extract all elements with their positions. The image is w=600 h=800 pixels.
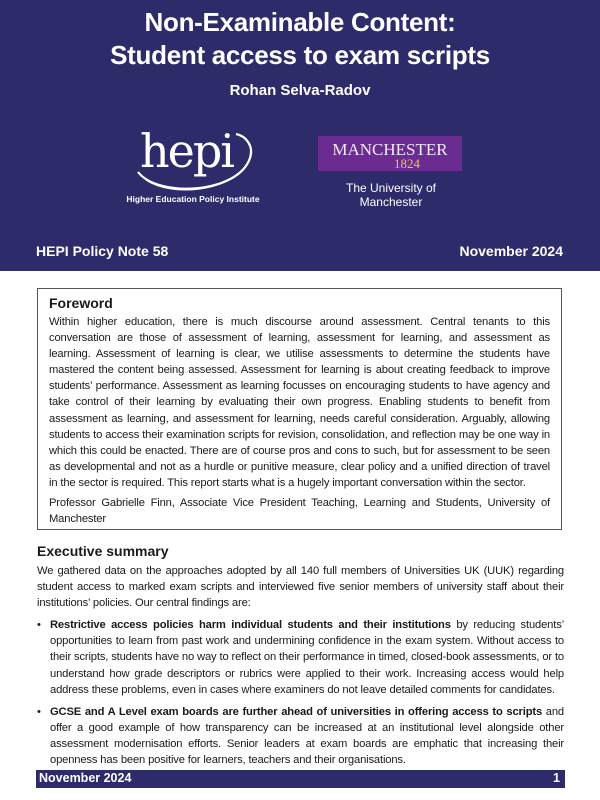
hepi-wordmark: hepi: [140, 124, 234, 178]
finding-item: [37, 617, 564, 697]
manchester-logo: [316, 136, 466, 209]
executive-summary-intro: We gathered data on the approaches adopted by all 140 full members of Universities UK (UUK) regarding student access to marked exam scripts and interviewed five senior members of university staff about their institutions’ policies. Our central findings are:: [37, 565, 564, 610]
finding-text: and offer a good example of how transparency can be increased at an institutional level alongside other assessment modernisation efforts. Senior leaders at exam boards are emphatic that increasing their openness has been positive for learners, teachers and their organisations.: [50, 705, 564, 767]
manchester-subtitle: The University of Manchester: [345, 181, 437, 209]
document-title: [0, 6, 600, 72]
policy-note-label: HEPI Policy Note 58: [36, 243, 169, 259]
bullet-icon: •: [37, 619, 41, 632]
title-line-1: Non-Examinable Content:: [144, 7, 456, 37]
foreword-signature: Professor Gabrielle Finn, Associate Vice President Teaching, Learning and Students, University of Manchester: [49, 497, 550, 526]
author-name: Rohan Selva-Radov: [229, 82, 371, 99]
foreword-box: [37, 288, 562, 530]
page-number: 1: [553, 771, 560, 785]
title-line-2: Student access to exam scripts: [110, 40, 490, 70]
finding-text: by reducing students’ opportunities to learn from past work and undermining confidence in the exam system. Without access to their scripts, students have no way to reflect on their performance in timed, closed-book assessments, or to understand how grade descriptors or rubrics were applied to their work. Increasing access would help address these problems, even in cases where examiners do not leave detailed comments for candidates.: [50, 619, 564, 696]
foreword-body: Within higher education, there is much discourse around assessment. Central tenants to this conversation are those of assessment of learning, assessment for learning, and assessment as learning. Assessment of learning is clear, we utilise assessments to determine the students have mastered the content being assessed. Assessment for learning is about creating feedback to improve students’ performance. Assessment as learning focusses on encouraging students to have agency and take control of their learning by evaluating their own progress. Enabling students to benefit from assessment as learning, and assessment for learning, needs careful consideration. Arguably, allowing students to access their examination scripts for revision, consolidation, and reflection may be one way in which this could be enacted. There are of course pros and cons to such, but for assessment to be seen as developmental and not as a hurdle or punitive measure, clear policy and a unified direction of travel in the sector is required. This report starts what is a hugely important conversation within the sector.: [49, 316, 550, 489]
manchester-wordmark: MANCHESTER: [332, 140, 448, 159]
bullet-icon: •: [37, 705, 41, 718]
hepi-subtitle: Higher Education Policy Institute: [126, 194, 260, 204]
findings-list: [37, 617, 564, 768]
executive-summary: [37, 543, 564, 774]
page-footer: [36, 770, 565, 788]
finding-bold-lead: Restrictive access policies harm individual students and their institutions: [50, 619, 451, 632]
manchester-year: 1824: [394, 156, 420, 171]
executive-summary-heading: Executive summary: [37, 543, 169, 559]
finding-item: [37, 704, 564, 768]
foreword-heading: Foreword: [49, 295, 113, 311]
finding-bold-lead: GCSE and A Level exam boards are further ahead of universities in offering access to scripts: [50, 705, 543, 718]
footer-date: November 2024: [39, 771, 132, 785]
hepi-logo: [118, 124, 268, 208]
cover-header: [0, 0, 600, 271]
manchester-logo-box: [318, 136, 462, 171]
header-date: November 2024: [459, 243, 563, 259]
